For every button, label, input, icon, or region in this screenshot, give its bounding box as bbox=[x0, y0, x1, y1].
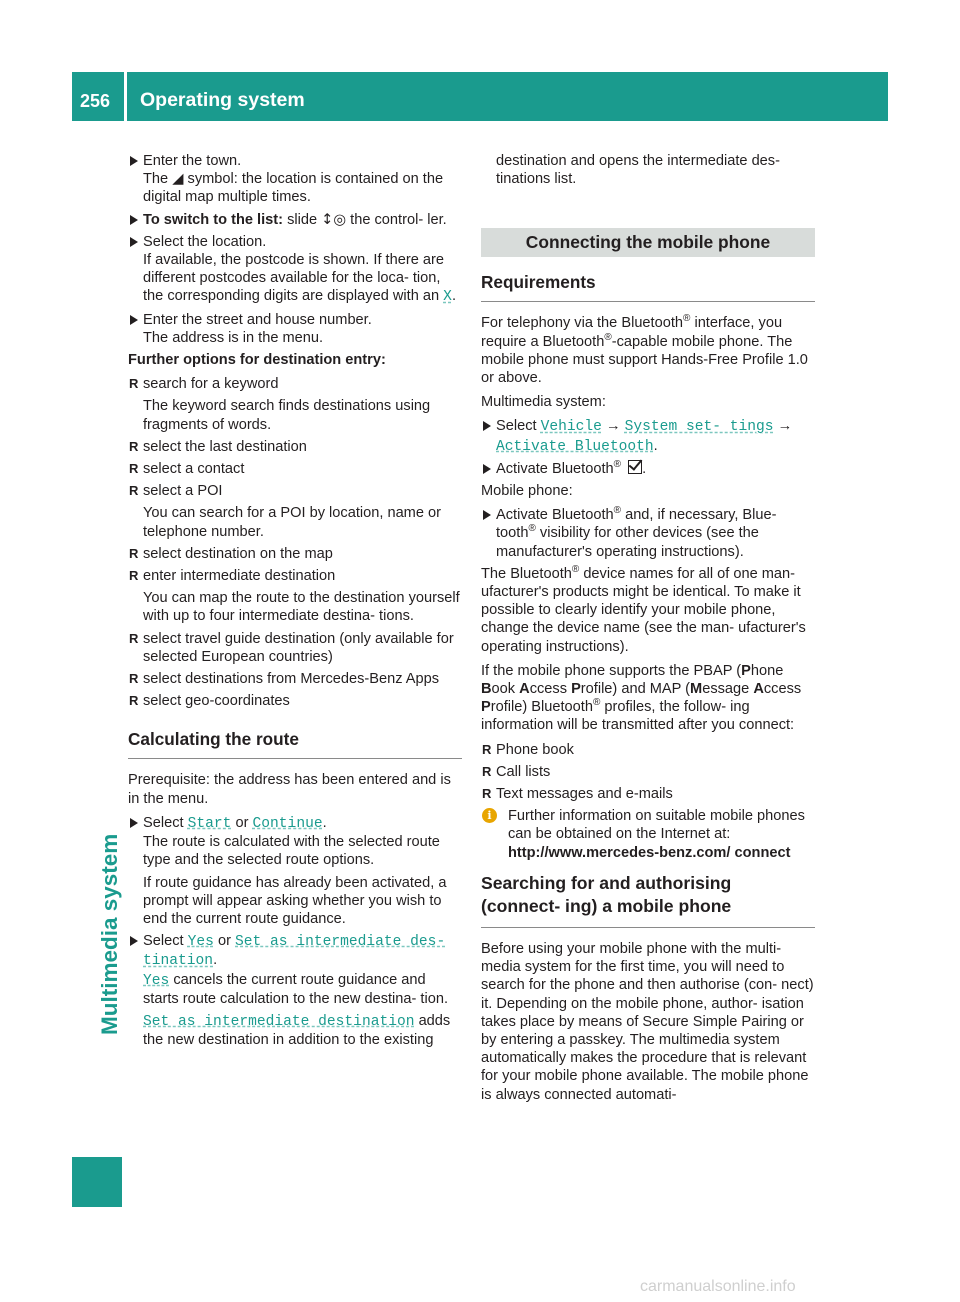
info-url: http://www.mercedes-benz.com/ connect bbox=[508, 844, 791, 861]
step-enter-street bbox=[128, 311, 462, 347]
step-text: The address is in the menu. bbox=[143, 329, 324, 346]
further-options-heading: Further options for destination entry: bbox=[128, 352, 386, 369]
code-continue: Continue bbox=[252, 815, 323, 832]
code-system-settings: System set- tings bbox=[624, 419, 774, 436]
calculating-route-heading: Calculating the route bbox=[128, 728, 462, 759]
list-item: R search for a keyword The keyword search finds destinations using fragments of words. bbox=[129, 376, 431, 433]
right-column bbox=[481, 152, 815, 1104]
code-set-intermediate: Set as intermediate des- tination bbox=[143, 934, 446, 970]
searching-heading: Searching for and authorising (connect- ing) a mobile phone bbox=[481, 872, 815, 928]
header-divider bbox=[124, 72, 127, 121]
list-item: R select a POI You can search for a POI by location, name or telephone number. bbox=[129, 483, 441, 540]
step-select-start: Select Start or Continue. The route is calculated with the selected route type and the selected route options. If route guidance has already been activated, a prompt will appear asking whether you wish to end the current route guidance. bbox=[128, 814, 462, 928]
info-note: i Further information on suitable mobile phones can be obtained on the Internet at: http://www.mercedes-benz.com/ connect bbox=[481, 807, 815, 862]
side-section-label: Multimedia system bbox=[97, 833, 122, 1035]
arrow-icon: → bbox=[606, 418, 621, 435]
prerequisite-text: Prerequisite: the address has been entered and is in the menu. bbox=[128, 772, 451, 807]
controller-slide-icon: ↕◎ bbox=[321, 210, 347, 228]
list-item: R select destination on the map bbox=[129, 545, 333, 562]
requirements-heading: Requirements bbox=[481, 271, 815, 302]
code-start: Start bbox=[187, 815, 232, 832]
step-text: The ◢ symbol: the location is contained on the digital map multiple times. bbox=[143, 170, 444, 206]
code-vehicle: Vehicle bbox=[540, 419, 602, 436]
requirements-text: For telephony via the Bluetooth® interface, you require a Bluetooth®-capable mobile phone. The mobile phone must support Hands-Free Profile 1.0 or above. bbox=[481, 313, 808, 387]
list-item: R enter intermediate destination You can map the route to the destination yourself with up to four intermediate destina- tions. bbox=[129, 568, 460, 625]
searching-text: Before using your mobile phone with the multi- media system for the first time, you will need to search for the phone and then authorise (con- nect) it. Depending on the mobile phone, author- isation takes place by means of Secure Simple Pairing or by entering a passkey. The multimedia system automatically makes the procedure that is relevant for your mobile phone available. The mobile phone is always connected automati- bbox=[481, 940, 814, 1103]
code-activate-bluetooth: Activate Bluetooth bbox=[496, 438, 654, 455]
step-switch-list bbox=[128, 211, 462, 229]
code-x: X bbox=[443, 289, 452, 306]
code-yes: Yes bbox=[187, 934, 214, 951]
device-names-text: The Bluetooth® device names for all of one man- ufacturer's products might be identical. To make it possible to clearly identify your mobile phone, change the device name (see the man- ufacturer's operating instructions). bbox=[481, 563, 806, 655]
info-icon: i bbox=[482, 808, 497, 823]
list-item: R select a contact bbox=[129, 461, 245, 478]
step-select-vehicle: Select Vehicle → System set- tings → Activate Bluetooth. bbox=[481, 417, 815, 455]
list-item: R select geo-coordinates bbox=[129, 693, 290, 710]
pbap-text: If the mobile phone supports the PBAP (Phone Book Access Profile) and MAP (Message Access Profile) Bluetooth® profiles, the follow- ing information will be transmitted after you connect: bbox=[481, 662, 802, 734]
location-ambiguous-icon: ◢ bbox=[172, 170, 184, 188]
side-tab bbox=[72, 1157, 122, 1207]
step-enter-town bbox=[128, 152, 462, 207]
continuation-text: destination and opens the intermediate des- tinations list. bbox=[496, 153, 780, 188]
left-column bbox=[128, 152, 462, 1053]
connecting-phone-heading: Connecting the mobile phone bbox=[481, 228, 815, 257]
list-item: R Phone book bbox=[482, 741, 574, 758]
checkbox-checked-icon bbox=[628, 460, 642, 474]
code-set-intermediate-destination: Set as intermediate destination bbox=[143, 1013, 415, 1030]
step-text: Enter the street and house number. bbox=[143, 311, 372, 328]
step-text: Enter the town. bbox=[143, 153, 242, 169]
step-phone-bluetooth: Activate Bluetooth® and, if necessary, Blue- tooth® visibility for other devices (see the manufacturer's operating instructions). bbox=[481, 506, 815, 561]
step-select-location bbox=[128, 233, 462, 307]
step-activate-bluetooth: Activate Bluetooth® . bbox=[481, 460, 815, 478]
step-text: Select the location. bbox=[143, 233, 267, 250]
watermark: carmanualsonline.info bbox=[640, 1278, 796, 1295]
multimedia-label: Multimedia system: bbox=[481, 394, 606, 411]
list-item: R Call lists bbox=[482, 763, 551, 780]
page-title: Operating system bbox=[140, 89, 305, 111]
step-select-yes: Select Yes or Set as intermediate des- tination. Yes cancels the current route guidance and starts route calculation to the new destina- tion. Set as intermediate destination adds the new destination in addition to the existing bbox=[128, 932, 462, 1049]
list-item: R select travel guide destination (only available for selected European countries) bbox=[129, 630, 454, 665]
mobile-phone-label: Mobile phone: bbox=[481, 483, 573, 500]
code-yes: Yes bbox=[143, 972, 170, 989]
step-text: If available, the postcode is shown. If there are different postcodes available for the loca- tion, the corresponding digits are displayed with an X. bbox=[143, 252, 456, 306]
list-item: R select destinations from Mercedes-Benz Apps bbox=[129, 671, 440, 688]
list-item: R select the last destination bbox=[129, 438, 307, 455]
step-text: To switch to the list: slide ↕◎ the control- ler. bbox=[143, 210, 447, 228]
page-number: 256 bbox=[80, 91, 111, 111]
arrow-icon: → bbox=[777, 418, 793, 435]
list-item: R Text messages and e-mails bbox=[482, 786, 673, 803]
